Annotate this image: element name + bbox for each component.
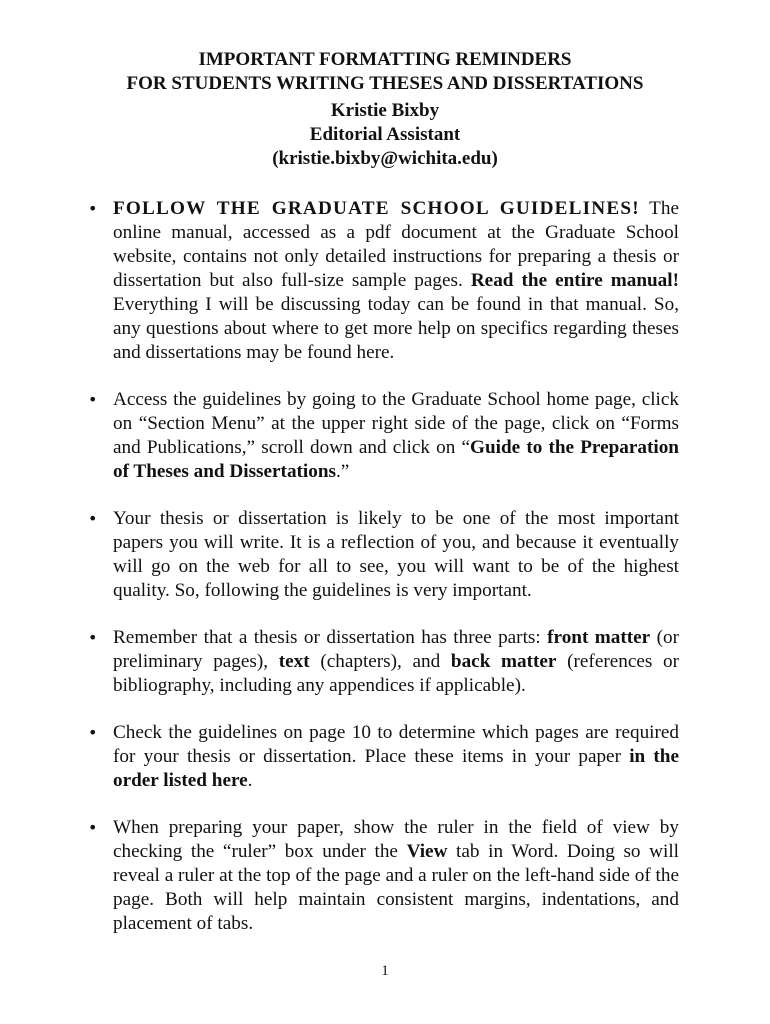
list-item	[0, 721, 770, 793]
item-text: tab in Word. Doing so will reveal a ruler at the top of the page and a ruler on the left-hand side of the page. Both will help maintain consistent margins, indentations, and placement of tabs.	[113, 841, 679, 934]
author-block	[0, 99, 770, 171]
item-text-bold: front matter	[547, 627, 651, 648]
author-role: Editorial Assistant	[309, 124, 461, 145]
bullet-icon: •	[88, 390, 98, 409]
item-text-bold: Guide to the Preparation of Theses and Dissertations	[113, 437, 679, 482]
item-text: Everything I will be discussing today can be found in that manual. So, any questions about where to get more help on specifics regarding theses and dissertations may be found here.	[113, 294, 679, 363]
item-text: .	[247, 770, 253, 791]
list-item	[0, 507, 770, 603]
bullet-icon: •	[88, 628, 98, 647]
document-header	[0, 48, 770, 171]
list-item	[0, 388, 770, 484]
list-item	[0, 816, 770, 936]
list-item	[0, 197, 770, 365]
item-text: Remember that a thesis or dissertation has three parts:	[113, 627, 548, 648]
author-name: Kristie Bixby	[330, 100, 440, 121]
item-text: Access the guidelines by going to the Graduate School home page, click on “Section Menu” at the upper right side of the page, click on “Forms and Publications,” scroll down and click on “	[113, 389, 679, 458]
item-text-bold: FOLLOW THE GRADUATE SCHOOL GUIDELINES!	[113, 198, 640, 219]
bullet-icon: •	[88, 199, 98, 218]
page-number: 1	[381, 963, 389, 979]
item-text-bold: Read the entire manual!	[470, 270, 679, 291]
item-text-bold: back matter	[450, 651, 557, 672]
item-text-bold: in the order listed here	[113, 746, 679, 791]
item-text: (or preliminary pages),	[113, 627, 680, 672]
item-text: .”	[336, 461, 350, 482]
page-footer	[0, 962, 770, 980]
item-text: (references or bibliography, including any appendices if applicable).	[113, 651, 680, 696]
list-item	[0, 626, 770, 698]
item-text: The online manual, accessed as a pdf document at the Graduate School website, contains not only detailed instructions for preparing a thesis or dissertation but also full-size sample pages.	[113, 198, 679, 291]
bullet-icon: •	[88, 818, 98, 837]
item-text: When preparing your paper, show the ruler in the field of view by checking the “ruler” box under the	[113, 817, 679, 862]
item-text: Your thesis or dissertation is likely to be one of the most important papers you will write. It is a reflection of you, and because it eventually will go on the web for all to see, you will want to be of the highest quality. So, following the guidelines is very important.	[113, 508, 679, 601]
title-line-1: IMPORTANT FORMATTING REMINDERS	[198, 49, 572, 70]
title-line-2: FOR STUDENTS WRITING THESES AND DISSERTATIONS	[126, 73, 644, 94]
item-text: Check the guidelines on page 10 to determine which pages are required for your thesis or dissertation. Place these items in your paper	[113, 722, 679, 767]
bullet-icon: •	[88, 723, 98, 742]
reminder-list	[0, 197, 770, 959]
item-text: (chapters), and	[309, 651, 451, 672]
item-text-bold: View	[406, 841, 448, 862]
author-email: (kristie.bixby@wichita.edu)	[272, 148, 498, 169]
item-text-bold: text	[278, 651, 310, 672]
bullet-icon: •	[88, 509, 98, 528]
